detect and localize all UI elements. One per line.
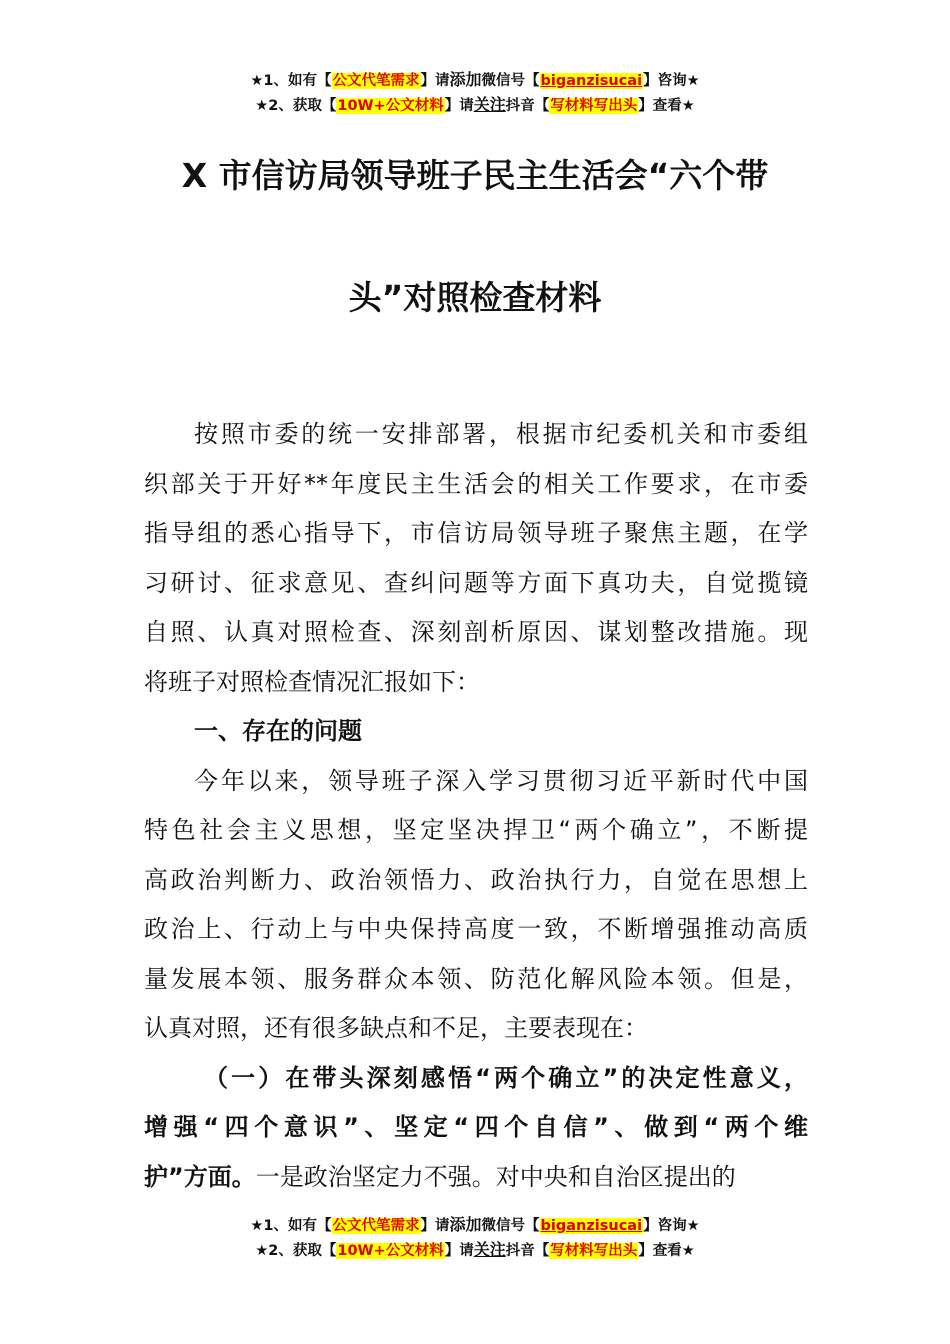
notice-emphasis: 添加 xyxy=(449,1215,482,1234)
header-notice xyxy=(0,68,950,118)
notice-text: 抖音【 xyxy=(505,98,550,114)
notice-douyin-account[interactable]: 写材料写出头 xyxy=(550,98,638,114)
subsection-heading-tail: 护”方面。 xyxy=(144,1162,256,1191)
subsection-mixed-line xyxy=(144,1153,808,1203)
footer-notice xyxy=(0,1213,950,1263)
notice-text: 】请 xyxy=(420,1218,450,1234)
document-title-line-1: X 市信访局领导班子民主生活会“六个带 xyxy=(181,156,769,195)
paragraph-line: 指导组的悉心指导下，市信访局领导班子聚焦主题，在学 xyxy=(144,519,808,547)
paragraph-line: 政治上、行动上与中央保持高度一致，不断增强推动高质 xyxy=(144,915,808,943)
paragraph-line: 今年以来，领导班子深入学习贯彻习近平新时代中国 xyxy=(194,766,808,795)
notice-wechat-id[interactable]: biganzisucai xyxy=(540,1218,643,1234)
subsection-heading-line: 增强“四个意识”、坚定“四个自信”、做到“两个维 xyxy=(144,1113,808,1141)
notice-highlight-service: 公文代笔需求 xyxy=(332,73,420,89)
notice-text: 】咨询★ xyxy=(643,73,700,89)
notice-text: ★1、如有【 xyxy=(250,1218,332,1234)
notice-line-1 xyxy=(0,68,950,93)
notice-highlight-service: 公文代笔需求 xyxy=(332,1218,420,1234)
notice-text: ★2、获取【 xyxy=(255,1243,337,1259)
paragraph-line: 按照市委的统一安排部署，根据市纪委机关和市委组 xyxy=(194,420,808,448)
notice-text: 抖音【 xyxy=(505,1243,550,1259)
notice-text: 】查看★ xyxy=(638,98,695,114)
notice-text: 】咨询★ xyxy=(643,1218,700,1234)
notice-emphasis: 关注 xyxy=(473,1240,506,1259)
document-title-line-2: 头”对照检查材料 xyxy=(348,278,602,317)
paragraph-line: 认真对照，还有很多缺点和不足，主要表现在： xyxy=(144,1014,648,1042)
paragraph-line: 特色社会主义思想，坚定坚决捍卫“两个确立”，不断提 xyxy=(144,816,808,844)
notice-highlight-materials: 10W+公文材料 xyxy=(337,98,444,114)
notice-text: 】请 xyxy=(420,73,450,89)
notice-line-1 xyxy=(0,1213,950,1238)
notice-line-2 xyxy=(0,1238,950,1263)
notice-wechat-id[interactable]: biganzisucai xyxy=(540,73,643,89)
notice-text: 微信号【 xyxy=(481,73,540,89)
notice-line-2 xyxy=(0,93,950,118)
paragraph-line: 将班子对照检查情况汇报如下： xyxy=(144,667,480,696)
paragraph-line: 织部关于开好**年度民主生活会的相关工作要求，在市委 xyxy=(144,469,808,498)
notice-text: 】请 xyxy=(444,98,474,114)
paragraph-line: 自照、认真对照检查、深刻剖析原因、谋划整改措施。现 xyxy=(144,618,808,646)
notice-text: 微信号【 xyxy=(481,1218,540,1234)
paragraph-text: 一是政治坚定力不强。对中央和自治区提出的 xyxy=(255,1162,736,1191)
notice-text: ★1、如有【 xyxy=(250,73,332,89)
paragraph-line: 习研讨、征求意见、查纠问题等方面下真功夫，自觉揽镜 xyxy=(144,568,808,597)
subsection-heading-line: （一）在带头深刻感悟“两个确立”的决定性意义， xyxy=(204,1063,808,1092)
notice-text: ★2、获取【 xyxy=(255,98,337,114)
notice-emphasis: 添加 xyxy=(449,70,482,89)
notice-text: 】查看★ xyxy=(638,1243,695,1259)
notice-douyin-account[interactable]: 写材料写出头 xyxy=(550,1243,638,1259)
section-heading: 一、存在的问题 xyxy=(194,717,362,745)
paragraph-line: 量发展本领、服务群众本领、防范化解风险本领。但是， xyxy=(144,964,808,993)
notice-highlight-materials: 10W+公文材料 xyxy=(337,1243,444,1259)
paragraph-line: 高政治判断力、政治领悟力、政治执行力，自觉在思想上 xyxy=(144,865,808,894)
notice-emphasis: 关注 xyxy=(473,95,506,114)
notice-text: 】请 xyxy=(444,1243,474,1259)
document-body xyxy=(144,410,808,1202)
